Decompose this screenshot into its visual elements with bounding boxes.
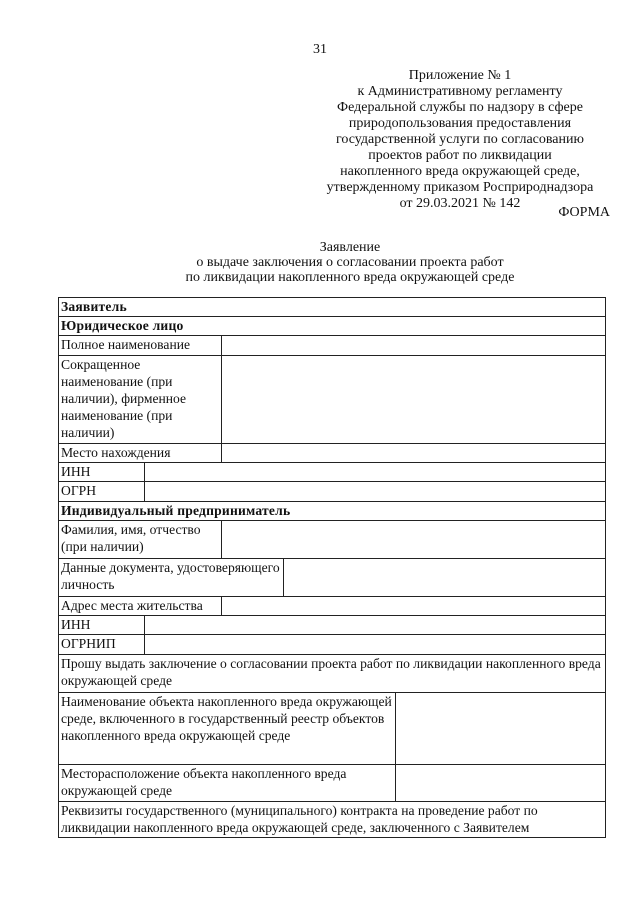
- inn-field[interactable]: [145, 463, 606, 482]
- applicant-header: Заявитель: [59, 298, 606, 317]
- inn-label: ИНН: [59, 463, 145, 482]
- title-line: по ликвидации накопленного вреда окружающей среде: [185, 270, 515, 285]
- application-form-table: [58, 297, 606, 838]
- appendix-line: Федеральной службы по надзору в сфере: [337, 100, 583, 115]
- residence-label: Адрес места жительства: [59, 597, 222, 616]
- appendix-line: государственной услуги по согласованию: [336, 132, 584, 147]
- appendix-line: накопленного вреда окружающей среде,: [340, 164, 580, 179]
- object-name-label: Наименование объекта накопленного вреда окружающей среде, включенного в государственный реестр объектов накопленного вреда окружающей среде: [59, 693, 396, 765]
- request-text: Прошу выдать заключение о согласовании проекта работ по ликвидации накопленного вреда окружающей среде: [59, 655, 606, 693]
- short-name-label: Сокращенное наименование (при наличии), фирменное наименование (при наличии): [59, 356, 222, 444]
- entrepreneur-name-field[interactable]: [222, 521, 606, 559]
- entrepreneur-header: Индивидуальный предприниматель: [59, 502, 606, 521]
- contract-details-text: Реквизиты государственного (муниципального) контракта на проведение работ по ликвидации накопленного вреда окружающей среде, заключенного с Заявителем: [59, 802, 606, 838]
- entrepreneur-inn-field[interactable]: [145, 616, 606, 635]
- identity-doc-label: Данные документа, удостоверяющего личность: [59, 559, 284, 597]
- appendix-line: утвержденному приказом Росприроднадзора: [326, 180, 594, 195]
- identity-doc-field[interactable]: [284, 559, 606, 597]
- title-line: Заявление: [319, 240, 381, 255]
- ogrn-label: ОГРН: [59, 482, 145, 502]
- appendix-line: проектов работ по ликвидации: [368, 148, 552, 163]
- full-name-field[interactable]: [222, 336, 606, 356]
- entrepreneur-name-label: Фамилия, имя, отчество (при наличии): [59, 521, 222, 559]
- object-location-field[interactable]: [396, 765, 606, 802]
- appendix-line: от 29.03.2021 № 142: [399, 196, 521, 211]
- location-field[interactable]: [222, 444, 606, 463]
- page-number: 31: [313, 42, 327, 57]
- ogrn-field[interactable]: [145, 482, 606, 502]
- full-name-label: Полное наименование: [59, 336, 222, 356]
- object-name-field[interactable]: [396, 693, 606, 765]
- appendix-line: природопользования предоставления: [348, 116, 572, 131]
- form-label: ФОРМА: [558, 205, 610, 220]
- appendix-line: к Административному регламенту: [357, 84, 563, 99]
- document-title: [100, 240, 600, 285]
- residence-field[interactable]: [222, 597, 606, 616]
- appendix-header: [310, 68, 610, 212]
- object-location-label: Месторасположение объекта накопленного вреда окружающей среде: [59, 765, 396, 802]
- ogrnip-label: ОГРНИП: [59, 635, 145, 655]
- entrepreneur-inn-label: ИНН: [59, 616, 145, 635]
- short-name-field[interactable]: [222, 356, 606, 444]
- ogrnip-field[interactable]: [145, 635, 606, 655]
- legal-entity-header: Юридическое лицо: [59, 317, 606, 336]
- location-label: Место нахождения: [59, 444, 222, 463]
- appendix-line: Приложение № 1: [408, 68, 512, 83]
- title-line: о выдаче заключения о согласовании проекта работ: [196, 255, 504, 270]
